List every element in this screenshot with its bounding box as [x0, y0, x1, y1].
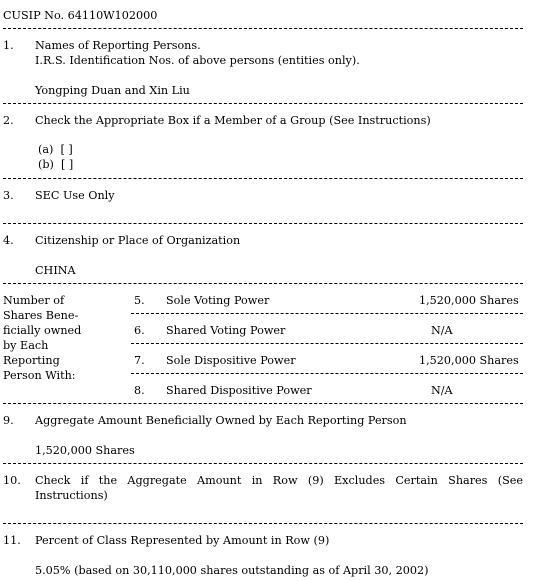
item-4-label: Citizenship or Place of Organization	[35, 234, 241, 247]
item-1-label: Names of Reporting Persons.	[35, 39, 201, 52]
item-7-value: 1,520,000 Shares	[419, 354, 519, 367]
item-3-label: SEC Use Only	[35, 189, 115, 202]
group-checkbox-a[interactable]: (a) [ ]	[38, 143, 73, 156]
item-2-label: Check the Appropriate Box if a Member of a Group (See Instructions)	[35, 114, 431, 127]
divider	[131, 313, 523, 314]
item-9-number: 9.	[3, 414, 14, 427]
shares-label-line: ficially owned	[3, 324, 82, 337]
item-10-label-cont: Instructions)	[35, 489, 108, 502]
item-9-label: Aggregate Amount Beneficially Owned by Each Reporting Person	[35, 414, 407, 427]
item-8-number: 8.	[134, 384, 145, 397]
divider	[131, 343, 523, 344]
item-3-number: 3.	[3, 189, 14, 202]
item-6-value: N/A	[431, 324, 453, 337]
item-11-label: Percent of Class Represented by Amount in Row (9)	[35, 534, 330, 547]
item-1-value: Yongping Duan and Xin Liu	[35, 84, 190, 97]
divider	[131, 373, 523, 374]
item-5-number: 5.	[134, 294, 145, 307]
item-9-value: 1,520,000 Shares	[35, 444, 135, 457]
item-4-number: 4.	[3, 234, 14, 247]
divider	[3, 283, 523, 284]
shares-label-line: Reporting	[3, 354, 60, 367]
item-5-value: 1,520,000 Shares	[419, 294, 519, 307]
item-6-label: Shared Voting Power	[166, 324, 286, 337]
item-11-number: 11.	[3, 534, 21, 547]
item-10-label: Check if the Aggregate Amount in Row (9) Excludes Certain Shares (See	[35, 474, 523, 487]
divider	[3, 523, 523, 524]
item-7-label: Sole Dispositive Power	[166, 354, 296, 367]
item-8-label: Shared Dispositive Power	[166, 384, 312, 397]
item-2-number: 2.	[3, 114, 14, 127]
item-6-number: 6.	[134, 324, 145, 337]
item-5-label: Sole Voting Power	[166, 294, 270, 307]
item-11-value: 5.05% (based on 30,110,000 shares outstanding as of April 30, 2002)	[35, 564, 429, 577]
shares-label-line: Number of	[3, 294, 65, 307]
divider	[3, 28, 523, 29]
divider	[3, 178, 523, 179]
divider	[3, 223, 523, 224]
group-checkbox-b[interactable]: (b) [ ]	[38, 158, 74, 171]
item-1-sublabel: I.R.S. Identification Nos. of above persons (entities only).	[35, 54, 360, 67]
shares-label-line: Shares Bene-	[3, 309, 79, 322]
shares-label-line: by Each	[3, 339, 49, 352]
divider	[3, 103, 523, 104]
item-7-number: 7.	[134, 354, 145, 367]
divider	[3, 463, 523, 464]
item-4-value: CHINA	[35, 264, 76, 277]
item-8-value: N/A	[431, 384, 453, 397]
divider	[3, 403, 523, 404]
item-10-number: 10.	[3, 474, 21, 487]
item-1-number: 1.	[3, 39, 14, 52]
shares-label-line: Person With:	[3, 369, 76, 382]
cusip-number: CUSIP No. 64110W102000	[3, 9, 158, 22]
